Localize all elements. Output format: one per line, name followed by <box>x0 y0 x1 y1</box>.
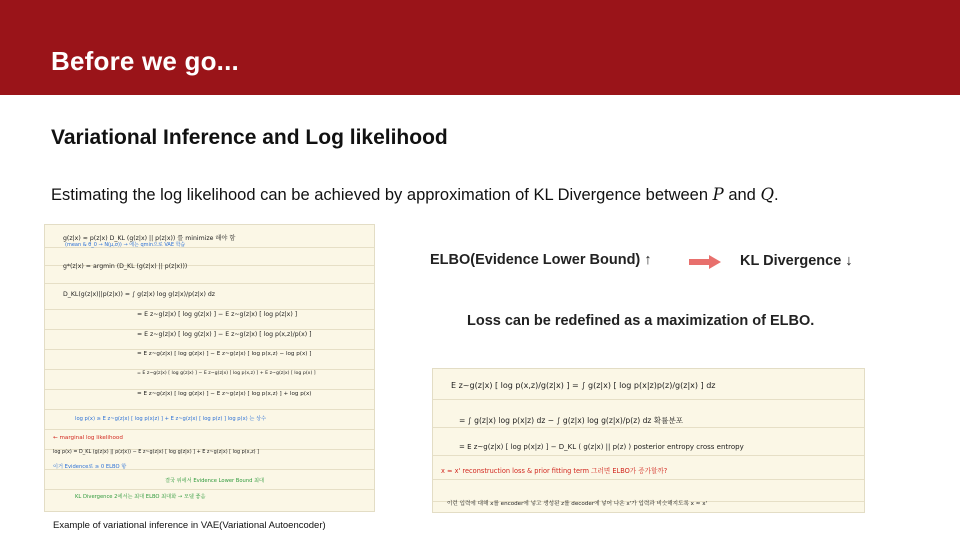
section-title: Variational Inference and Log likelihood <box>51 126 448 149</box>
note-left-line: 이거 Evidence로 ≥ 0 ELBO 항 <box>53 464 127 470</box>
note-left-line: = E z~g(z|x) [ log g(z|x) ] − E z~g(z|x) [ log p(x,z)/p(x) ] <box>137 331 312 338</box>
math-var-q: Q <box>760 185 774 204</box>
elbo-notes-image <box>432 368 865 513</box>
elbo-label: ELBO(Evidence Lower Bound) ↑ <box>430 252 652 268</box>
note-left-line: log p(x) ≥ E z~g(z|x) [ log p(x|z) ] + E z~g(z|x) [ log p(z) ] log p(x) 는 상수 <box>75 416 267 422</box>
note-left-line: = E z~g(z|x) [ log g(z|x) ] − E z~g(z|x) [ log p(x,z) ] + log p(x) <box>137 391 312 397</box>
statement-text <box>51 185 779 205</box>
note-right-line: E z~g(z|x) [ log p(x,z)/g(z|x) ] = ∫ g(z|x) [ log p(x|z)p(z)/g(z|x) ] dz <box>451 381 716 390</box>
right-arrow-icon <box>689 255 721 269</box>
kl-divergence-label: KL Divergence ↓ <box>740 253 853 269</box>
note-left-line: g*(z|x) = argmin (D_KL (g(z|x) || p(z|x))) <box>63 263 188 270</box>
note-right-line: = E z~g(z|x) [ log p(x|z) ] − D_KL ( g(z|x) || p(z) ) posterior entropy cross entropy <box>459 443 744 451</box>
note-left-line: = E z~g(z|x) [ log g(z|x) ] − E z~g(z|x) [ log p(x,z) − log p(x) ] <box>137 351 312 357</box>
note-left-line: ← marginal log likelihood <box>53 435 123 441</box>
note-left-line: D_KL(g(z|x)||p(z|x)) = ∫ g(z|x) log g(z|x)/p(z|x) dz <box>63 291 216 298</box>
slide-title: Before we go... <box>51 46 239 76</box>
note-right-line: = ∫ g(z|x) log p(x|z) dz − ∫ g(z|x) log g(z|x)/p(z) dz 확률분포 <box>459 416 684 425</box>
statement-mid: and <box>723 186 761 204</box>
vae-notes-image <box>44 224 375 512</box>
note-left-line: 결국 위에서 Evidence Lower Bound 최대 <box>165 478 265 484</box>
note-left-line: = E z~g(z|x) [ log g(z|x) ] − E z~g(z|x) [ log p(x,z) ] + E z~g(z|x) [ log p(x) ] <box>137 371 316 376</box>
note-left-line: KL Divergence 2에서는 최대 ELBO 최대화 → 모델 좋음 <box>75 494 206 500</box>
loss-statement: Loss can be redefined as a maximization of ELBO. <box>467 313 815 329</box>
note-left-line: g(z|x) ≈ p(z|x) D_KL (g(z|x) || p(z|x)) 를 minimize 해야 함 <box>63 235 236 242</box>
note-right-line: x ≈ x' reconstruction loss & prior fitting term 그러면 ELBO가 증가할까? <box>441 467 668 475</box>
figure-caption: Example of variational inference in VAE(Variational Autoencoder) <box>53 520 326 531</box>
note-left-line: (mean & θ_0 → N(μ,σ)) → 에는 qmin으로 VAE 학습 <box>65 242 186 248</box>
statement-suffix: . <box>773 186 779 204</box>
note-right-line: 이런 입력에 대해 x를 encoder에 넣고 생성된 z를 decoder에 넣어 나온 x'가 입력과 비슷해지도록 x ≈ x' <box>447 501 708 507</box>
note-left-line: log p(x) = D_KL (g(z|x) || p(z|x)) − E z~g(z|x) [ log g(z|x) ] + E z~g(z|x) [ log p(x,z) ] <box>53 449 260 455</box>
note-left-line: = E z~g(z|x) [ log g(z|x) ] − E z~g(z|x) [ log p(z|x) ] <box>137 311 298 318</box>
math-var-p: P <box>712 185 724 204</box>
statement-prefix: Estimating the log likelihood can be achieved by approximation of KL Divergence between <box>51 186 713 204</box>
